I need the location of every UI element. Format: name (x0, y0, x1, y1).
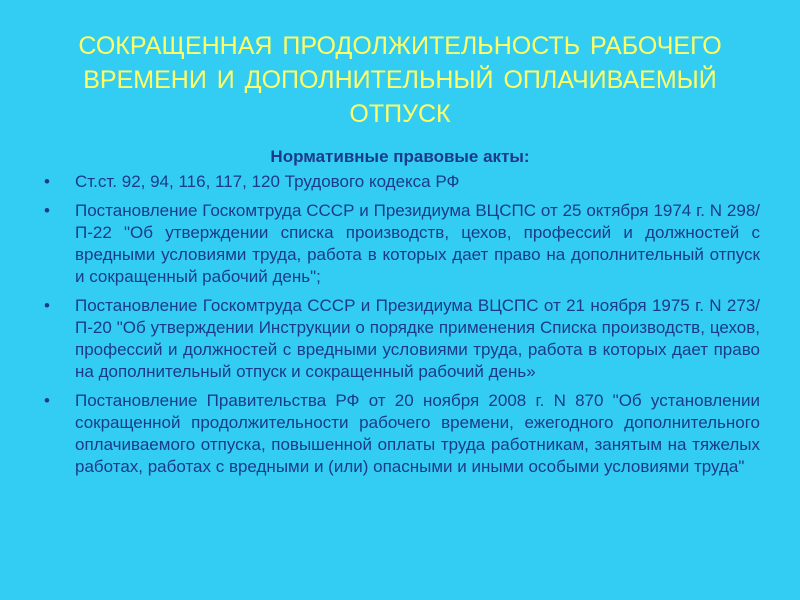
list-item (30, 390, 760, 478)
bullet-icon: • (44, 172, 50, 191)
list-item (30, 295, 760, 383)
slide-title: СОКРАЩЕННАЯ ПРОДОЛЖИТЕЛЬНОСТЬ РАБОЧЕГО ВРЕМЕНИ И ДОПОЛНИТЕЛЬНЫЙ ОПЛАЧИВАЕМЫЙ ОТПУСК (78, 32, 722, 128)
list-item (30, 200, 760, 288)
bullet-icon: • (44, 391, 50, 410)
bullet-icon: • (44, 296, 50, 315)
slide-subtitle: Нормативные правовые акты: (270, 147, 530, 166)
legal-acts-list (30, 171, 760, 485)
list-item-text: Постановление Госкомтруда СССР и Президиума ВЦСПС от 25 октября 1974 г. N 298/П-22 "Об утверждении списка производств, цехов, профессий и должностей с вредными условиями труда, работа в которых дает право на дополнительный отпуск и сокращенный рабочий день"; (75, 201, 760, 286)
list-item (30, 171, 760, 193)
bullet-icon: • (44, 201, 50, 220)
list-item-text: Постановление Правительства РФ от 20 ноября 2008 г. N 870 "Об установлении сокращенной продолжительности рабочего времени, ежегодного дополнительного оплачиваемого отпуска, повышенной оплаты труда работникам, занятым на тяжелых работах, работах с вредными и (или) опасными и иными особыми условиями труда" (75, 391, 760, 476)
list-item-text: Ст.ст. 92, 94, 116, 117, 120 Трудового кодекса РФ (75, 172, 460, 191)
list-item-text: Постановление Госкомтруда СССР и Президиума ВЦСПС от 21 ноября 1975 г. N 273/П-20 "Об утверждении Инструкции о порядке применения Списка производств, цехов, профессий и должностей с вредными условиями труда, работа в которых дает право на дополнительный отпуск и сокращенный рабочий день» (75, 296, 760, 381)
